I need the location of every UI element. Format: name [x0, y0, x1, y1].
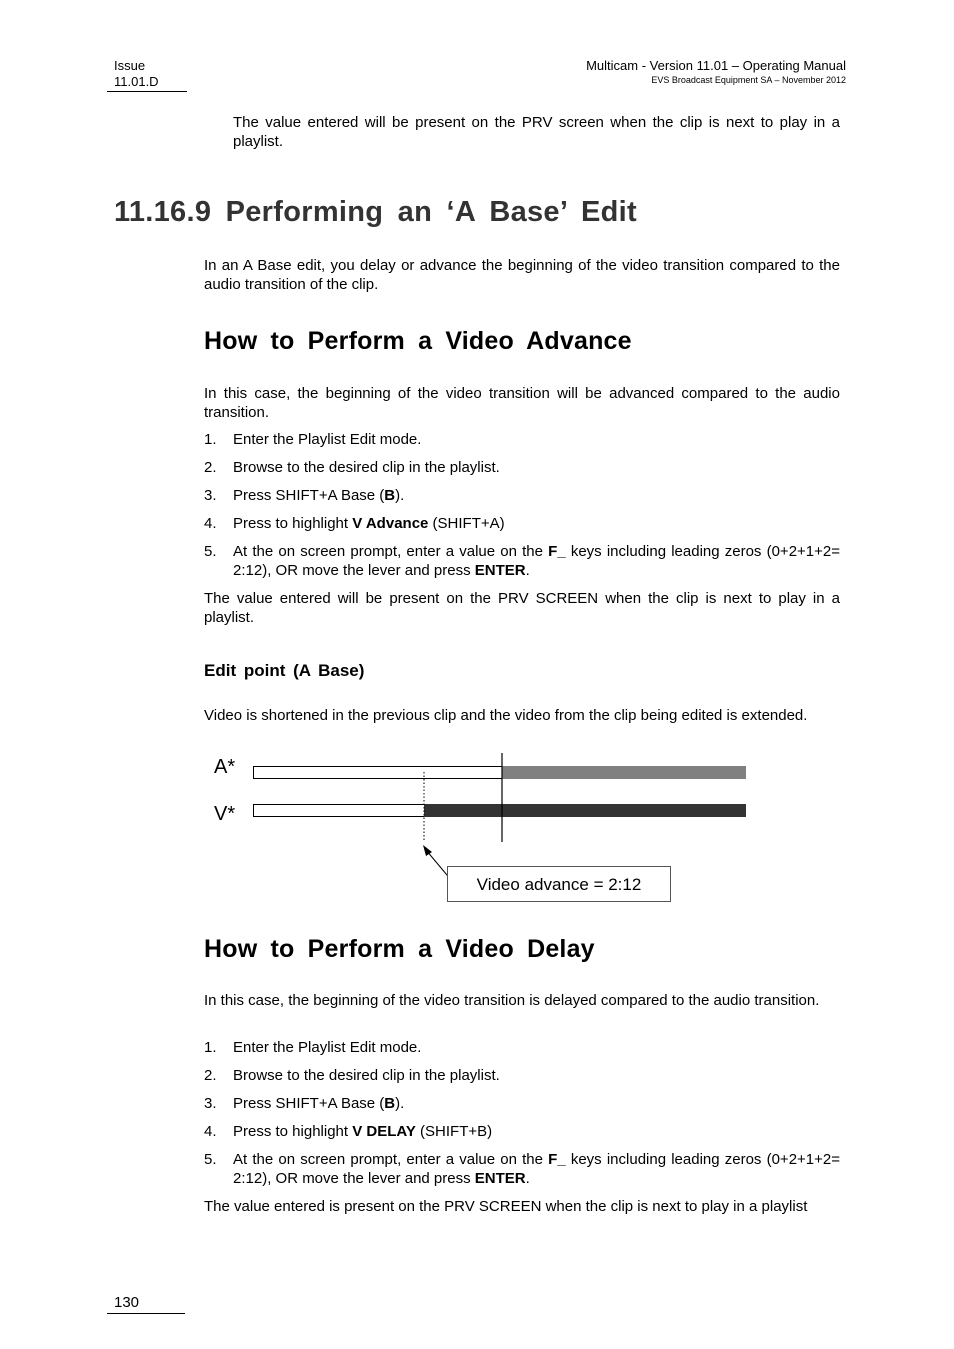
step-text: Browse to the desired clip in the playlist. [233, 459, 500, 476]
step-text: Browse to the desired clip in the playlist. [233, 1067, 500, 1084]
step-number: 5. [204, 543, 217, 560]
issue-number: 11.01.D [114, 74, 159, 89]
step-number: 4. [204, 1123, 217, 1140]
advance-intro: In this case, the beginning of the video transition will be advanced compared to the audio transition. [204, 385, 840, 421]
issue-label: Issue [114, 58, 146, 73]
issue-block [114, 58, 159, 90]
step-text: Enter the Playlist Edit mode. [233, 431, 422, 448]
delay-intro: In this case, the beginning of the video transition is delayed compared to the audio transition. [204, 992, 820, 1009]
step-number: 5. [204, 1151, 217, 1168]
step-text: Enter the Playlist Edit mode. [233, 1039, 422, 1056]
step-text: Press to highlight V DELAY (SHIFT+B) [233, 1123, 493, 1140]
edit-point-text: Video is shortened in the previous clip and the video from the clip being edited is extended. [204, 707, 808, 724]
section-intro: In an A Base edit, you delay or advance the beginning of the video transition compared to the audio transition of the clip. [204, 257, 840, 293]
callout-arrow-head [423, 845, 432, 856]
advance-outro: The value entered will be present on the PRV SCREEN when the clip is next to play in a playlist. [204, 590, 840, 626]
video-edited-clip-bar [424, 804, 746, 817]
section-title: 11.16.9 Performing an ‘A Base’ Edit [114, 196, 637, 228]
delay-title: How to Perform a Video Delay [204, 935, 595, 963]
step-number: 1. [204, 431, 217, 448]
manual-title: Multicam - Version 11.01 – Operating Manual [586, 58, 846, 73]
audio-track-label: A* [214, 756, 236, 778]
video-track-label: V* [214, 803, 236, 825]
callout-text: Video advance = 2:12 [476, 875, 642, 894]
step-text: At the on screen prompt, enter a value on the F_ keys including leading zeros (0+2+1+2= 2:12), OR move the lever and press ENTER. [233, 543, 840, 579]
video-previous-clip-bar [254, 805, 425, 817]
audio-edited-clip-bar [502, 766, 746, 779]
step-number: 2. [204, 1067, 217, 1084]
footer-rule [107, 1313, 185, 1314]
publisher-line: EVS Broadcast Equipment SA – November 2012 [651, 75, 846, 85]
step-text: At the on screen prompt, enter a value on the F_ keys including leading zeros (0+2+1+2= 2:12), OR move the lever and press ENTER. [233, 1151, 840, 1187]
step-number: 3. [204, 487, 217, 504]
step-text: Press to highlight V Advance (SHIFT+A) [233, 515, 505, 532]
manual-title-block [586, 58, 846, 86]
step-number: 1. [204, 1039, 217, 1056]
intro-paragraph: The value entered will be present on the PRV screen when the clip is next to play in a playlist. [233, 114, 840, 150]
step-number: 3. [204, 1095, 217, 1112]
step-text: Press SHIFT+A Base (B). [233, 487, 405, 504]
header-rule [107, 91, 187, 92]
step-text: Press SHIFT+A Base (B). [233, 1095, 405, 1112]
audio-previous-clip-bar [254, 767, 503, 779]
a-base-diagram [204, 750, 764, 910]
page-number: 130 [114, 1294, 140, 1311]
step-number: 4. [204, 515, 217, 532]
edit-point-title: Edit point (A Base) [204, 661, 365, 680]
advance-title: How to Perform a Video Advance [204, 327, 632, 355]
delay-outro: The value entered is present on the PRV SCREEN when the clip is next to play in a playlist [204, 1198, 808, 1215]
step-number: 2. [204, 459, 217, 476]
